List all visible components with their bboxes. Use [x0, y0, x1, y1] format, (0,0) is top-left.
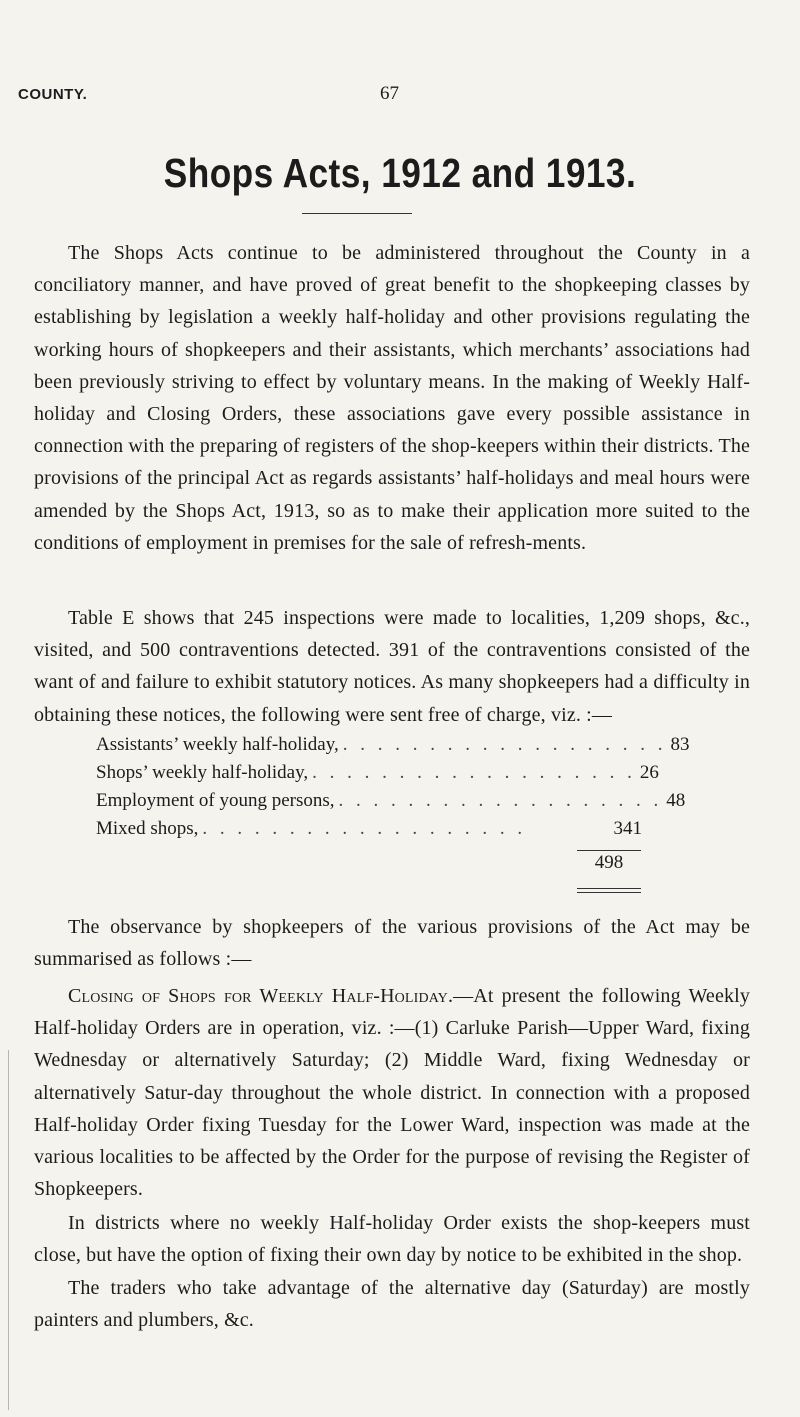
page-title: Shops Acts, 1912 and 1913. — [163, 150, 637, 196]
list-item-value: 341 — [613, 818, 642, 839]
notices-list — [96, 731, 690, 843]
list-item-label: Mixed shops, — [96, 818, 199, 839]
paragraph-observance: The observance by shopkeepers of the various provisions of the Act may be summarised as follows :— — [34, 916, 750, 971]
list-item-value: 48 — [666, 790, 686, 811]
list-item-label: Shops’ weekly half-holiday, — [96, 762, 309, 783]
leader-dots: . . . . . . . . . . . . . . . . . . . — [338, 790, 663, 811]
double-rule-top — [577, 888, 641, 889]
list-item-label: Assistants’ weekly half-holiday, — [96, 734, 339, 755]
list-item — [96, 731, 690, 759]
paragraph-traders: The traders who take advantage of the alternative day (Saturday) are mostly painters and plumbers, &c. — [34, 1277, 750, 1332]
leader-dots: . . . . . . . . . . . . . . . . . . . — [202, 818, 527, 839]
page-number: 67 — [380, 83, 399, 104]
list-item — [96, 815, 642, 843]
paragraph-no-order: In districts where no weekly Half-holiday Order exists the shop-keepers must close, but have the option of fixing their own day by notice to be exhibited in the shop. — [34, 1212, 750, 1267]
paragraph-closing-of-shops — [34, 980, 750, 1205]
list-item-label: Employment of young persons, — [96, 790, 335, 811]
list-item — [96, 787, 686, 815]
section-heading: Closing of Shops for Weekly Half-Holiday. — [68, 985, 454, 1007]
title-divider — [302, 213, 412, 214]
binding-edge — [8, 1050, 9, 1410]
leader-dots: . . . . . . . . . . . . . . . . . . . — [342, 734, 667, 755]
list-item-value: 26 — [639, 762, 659, 783]
list-item-value: 83 — [670, 734, 690, 755]
notices-total: 498 — [594, 852, 624, 873]
leader-dots: . . . . . . . . . . . . . . . . . . . — [312, 762, 636, 783]
paragraph-intro: The Shops Acts continue to be administered throughout the County in a conciliatory manner, and have proved of great benefit to the shopkeeping classes by establishing by legislation a weekly half-holiday and other provisions regulating the working hours of shopkeepers and their assistants, which merchants’ associations had been previously striving to effect by voluntary means. In the making of Weekly Half-holiday and Closing Orders, these associations gave every possible assistance in connection with the preparing of registers of the shop-keepers within their districts. The provisions of the principal Act as regards assistants’ half-holidays and meal hours were amended by the Shops Act, 1913, so as to make their application more suited to the conditions of employment in premises for the sale of refresh-ments. — [34, 242, 750, 554]
total-rule — [577, 850, 641, 851]
double-rule-bottom — [577, 892, 641, 893]
section-body: —At present the following Weekly Half-holiday Orders are in operation, viz. :—(1) Carluke Parish—Upper Ward, fixing Wednesday or alternatively Saturday; (2) Middle Ward, fixing Wednesday or alternatively Satur-day throughout the whole district. In connection with a proposed Half-holiday Order fixing Tuesday for the Lower Ward, inspection was made at the various localities to be affected by the Order for the purpose of revising the Register of Shopkeepers. — [34, 985, 750, 1201]
paragraph-table-e: Table E shows that 245 inspections were made to localities, 1,209 shops, &c., visited, and 500 contraventions detected. 391 of the contraventions consisted of the want of and failure to exhibit statutory notices. As many shopkeepers had a difficulty in obtaining these notices, the following were sent free of charge, viz. :— — [34, 607, 750, 726]
running-header: COUNTY. — [18, 86, 88, 103]
list-item — [96, 759, 659, 787]
